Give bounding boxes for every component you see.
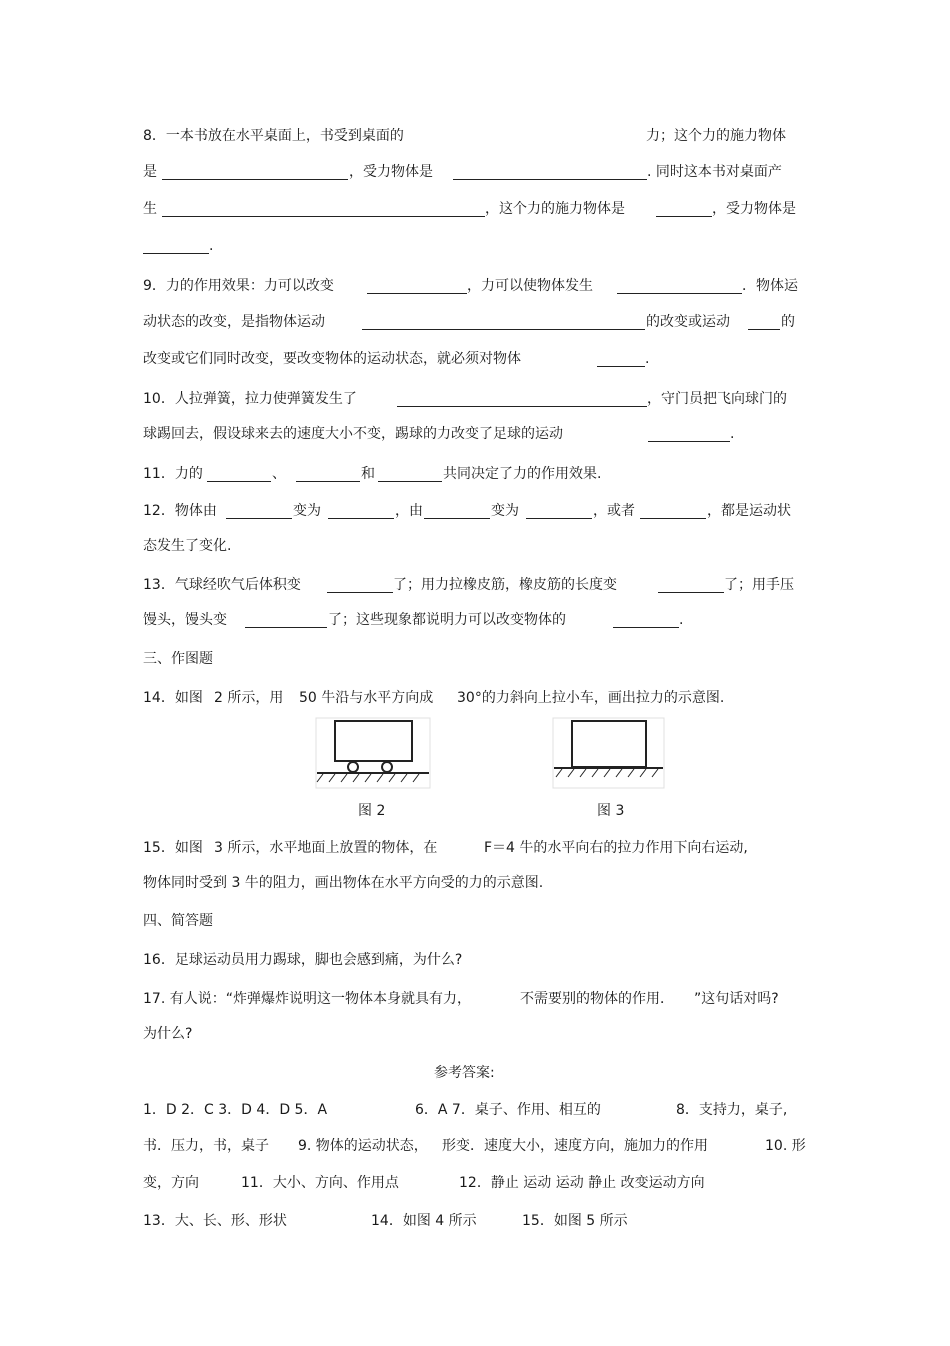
q14-text: 14．如图 — [143, 690, 203, 706]
q8-text: ，这个力的施力物体是 — [485, 201, 625, 217]
answers-text: 变，方向 — [143, 1175, 199, 1191]
answer-blank — [658, 578, 724, 593]
q17-line-2 — [143, 1025, 192, 1043]
answers-line-1 — [143, 1101, 327, 1119]
answers-text: 1．D 2．C 3．D 4．D 5．A — [143, 1102, 328, 1118]
answer-blank — [424, 504, 490, 519]
q8-text: . 同时这本书对桌面产 — [647, 164, 782, 180]
answers-text: 15．如图 5 所示 — [522, 1213, 628, 1229]
q13-text: 了；用手压 — [724, 577, 794, 593]
answers-text: 10. 形 — [765, 1138, 806, 1154]
q8-text: ，受力物体是 — [349, 164, 433, 180]
q14-line — [143, 689, 203, 707]
q11-text: 、 — [272, 466, 286, 482]
q12-text: ，都是运动状 — [707, 503, 791, 519]
q10-line-2 — [143, 425, 563, 443]
q13-text: . — [679, 612, 684, 628]
q14-text: 50 牛沿与水平方向成 — [299, 690, 434, 706]
answer-blank — [207, 467, 271, 482]
answer-blank — [226, 504, 292, 519]
q8-text: ，受力物体是 — [712, 201, 796, 217]
answer-blank — [296, 467, 360, 482]
q10-text: ，守门员把飞向球门的 — [647, 391, 787, 407]
q15-line-1 — [143, 839, 203, 857]
answers-text: 12．静止 运动 运动 静止 改变运动方向 — [459, 1175, 705, 1191]
q13-text: 13．气球经吹气后体积变 — [143, 577, 301, 593]
q15-text: 15．如图 — [143, 840, 203, 856]
q12-line-1 — [143, 502, 217, 520]
q9-text: 的 — [781, 314, 795, 330]
q9-text: . — [645, 351, 650, 367]
answer-blank — [640, 504, 706, 519]
answer-blank — [328, 504, 394, 519]
answer-blank — [245, 613, 327, 628]
q13-text: 了；这些现象都说明力可以改变物体的 — [328, 612, 566, 628]
q10-text: . — [730, 426, 735, 442]
q8-line-1 — [143, 127, 404, 145]
q10-text: 球踢回去，假设球来去的速度大小不变，踢球的力改变了足球的运动 — [143, 426, 563, 442]
answer-blank — [648, 427, 730, 442]
q10-line-1 — [143, 390, 357, 408]
q9-text: 改变或它们同时改变，要改变物体的运动状态，就必须对物体 — [143, 351, 521, 367]
q13-text: 馒头，馒头变 — [143, 612, 227, 628]
answer-blank — [362, 315, 645, 330]
q15-line-2 — [143, 874, 543, 892]
q8-text: 是 — [143, 164, 157, 180]
answers-text: 形变．速度大小，速度方向，施加力的作用 — [442, 1138, 708, 1154]
q15-text: 3 所示，水平地面上放置的物体，在 — [214, 840, 438, 856]
answers-text: 书．压力，书，桌子 — [143, 1138, 269, 1154]
q9-text: ．物体运 — [742, 278, 798, 294]
q9-text: ，力可以使物体发生 — [467, 278, 593, 294]
q17-text: 17. 有人说：“炸弹爆炸说明这一物体本身就具有力， — [143, 991, 471, 1007]
answers-text: 6．A 7．桌子、作用、相互的 — [415, 1102, 601, 1118]
q15-text: F＝4 牛的水平向右的拉力作用下向右运动, — [484, 840, 748, 856]
answers-text: 9. 物体的运动状态， — [298, 1138, 428, 1154]
q8-line-3 — [143, 200, 157, 218]
answers-title: 参考答案: — [434, 1065, 495, 1081]
q12-text: ，由 — [395, 503, 423, 519]
answer-blank — [143, 239, 209, 254]
answer-blank — [162, 202, 485, 217]
q17-text: ”这句话对吗? — [694, 991, 779, 1007]
q13-line-1 — [143, 576, 301, 594]
answer-blank — [397, 392, 647, 407]
answers-text: 8．支持力，桌子, — [676, 1102, 788, 1118]
q11-text: 和 — [361, 466, 375, 482]
q9-line-1 — [143, 277, 334, 295]
q17-text: 为什么? — [143, 1026, 193, 1042]
answer-blank — [526, 504, 592, 519]
figure-2-cart — [315, 717, 431, 789]
q15-text: 物体同时受到 3 牛的阻力，画出物体在水平方向受的力的示意图. — [143, 875, 544, 891]
q13-text: 了；用力拉橡皮筋，橡皮筋的长度变 — [393, 577, 617, 593]
q8-text: 力；这个力的施力物体 — [646, 128, 786, 144]
figure-2-caption: 图 2 — [358, 803, 386, 819]
q8-line-2 — [143, 163, 157, 181]
q14-text: 2 所示，用 — [214, 690, 284, 706]
answer-blank — [378, 467, 442, 482]
answer-blank — [453, 165, 647, 180]
figure-3-block — [552, 717, 665, 789]
answer-blank — [162, 165, 348, 180]
q11-text: 共同决定了力的作用效果. — [443, 466, 602, 482]
q13-line-2 — [143, 611, 227, 629]
answer-blank — [597, 352, 645, 367]
q14-text: 30°的力斜向上拉小车，画出拉力的示意图. — [457, 690, 725, 706]
q8-text: . — [209, 238, 214, 254]
q9-line-3 — [143, 350, 521, 368]
answers-line-2 — [143, 1137, 269, 1155]
q10-text: 10．人拉弹簧，拉力使弹簧发生了 — [143, 391, 357, 407]
answers-text: 11．大小、方向、作用点 — [241, 1175, 399, 1191]
q11-line — [143, 465, 203, 483]
q9-text: 9．力的作用效果：力可以改变 — [143, 278, 334, 294]
answer-blank — [617, 279, 742, 294]
q12-text: 变为 — [491, 503, 519, 519]
figure-3-caption: 图 3 — [597, 803, 625, 819]
answer-blank — [367, 279, 467, 294]
q12-text: 态发生了变化. — [143, 538, 232, 554]
q12-text: 12．物体由 — [143, 503, 217, 519]
answers-line-4 — [143, 1212, 287, 1230]
answers-text: 14．如图 4 所示 — [371, 1213, 477, 1229]
section-heading: 四、简答题 — [143, 913, 213, 929]
answer-blank — [327, 578, 393, 593]
answer-blank — [748, 315, 780, 330]
answers-line-3 — [143, 1174, 199, 1192]
q12-text: ，或者 — [593, 503, 635, 519]
answers-text: 13．大、长、形、形状 — [143, 1213, 287, 1229]
q12-line-2 — [143, 537, 231, 555]
q9-text: 动状态的改变，是指物体运动 — [143, 314, 325, 330]
q16-line: 16．足球运动员用力踢球，脚也会感到痛，为什么? — [143, 952, 463, 968]
q11-text: 11．力的 — [143, 466, 203, 482]
q8-text: 生 — [143, 201, 157, 217]
q9-text: 的改变或运动 — [646, 314, 730, 330]
q17-line-1 — [143, 990, 471, 1008]
answer-blank — [656, 202, 712, 217]
q8-text: 8．一本书放在水平桌面上，书受到桌面的 — [143, 128, 404, 144]
q12-text: 变为 — [293, 503, 321, 519]
q9-line-2 — [143, 313, 325, 331]
q17-text: 不需要别的物体的作用． — [520, 991, 674, 1007]
section-heading: 三、作图题 — [143, 651, 213, 667]
answer-blank — [613, 613, 679, 628]
